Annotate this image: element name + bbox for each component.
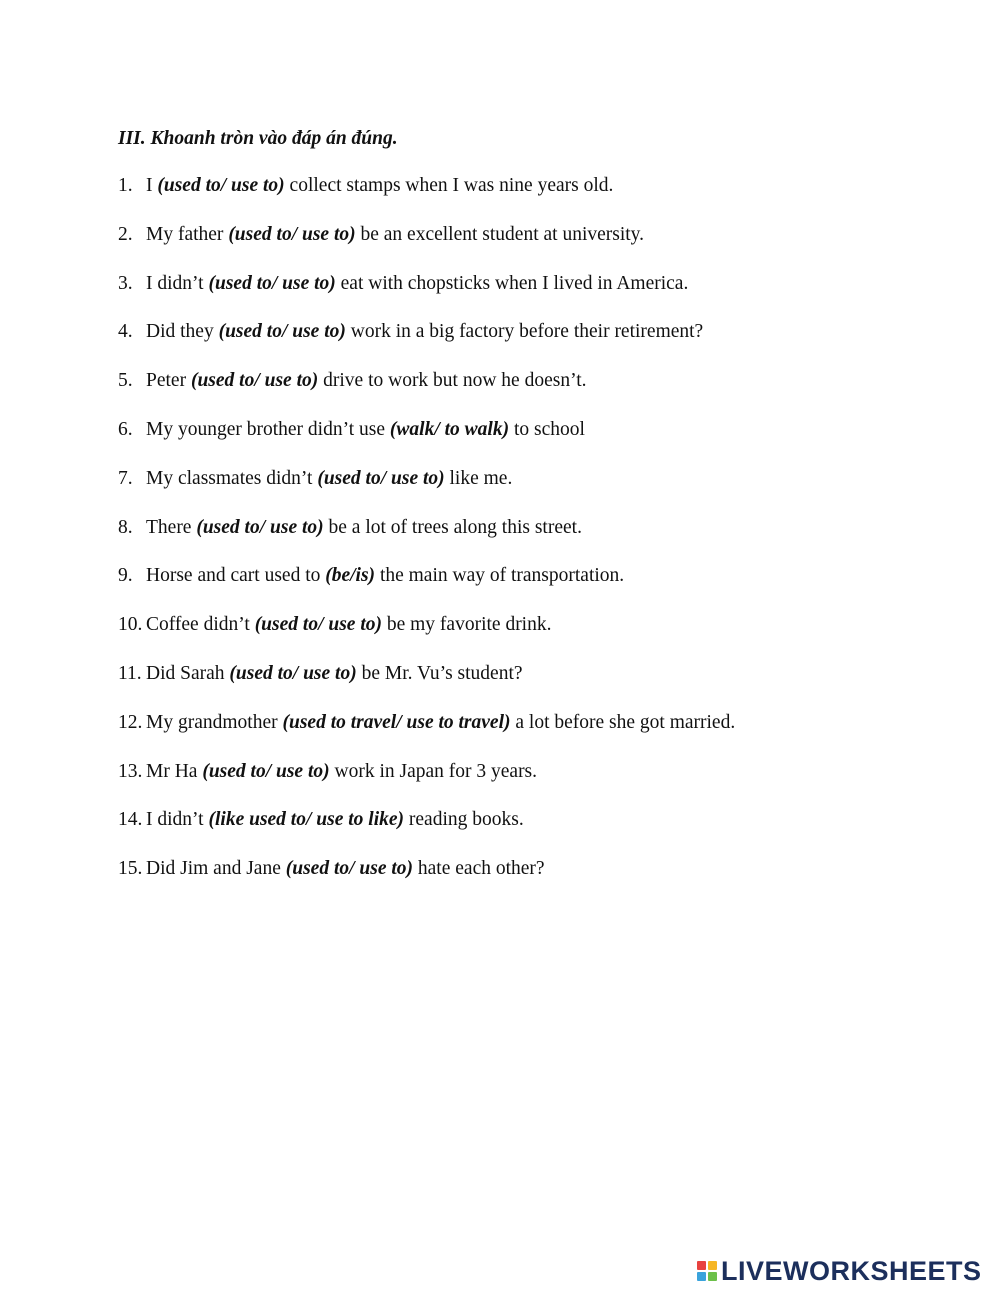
question-item <box>118 611 938 660</box>
answer-options[interactable]: (used to/ use to) <box>157 175 285 196</box>
question-item <box>118 367 938 416</box>
question-number: 3. <box>118 272 133 294</box>
question-number: 10. <box>118 614 143 636</box>
question-item <box>118 758 938 807</box>
answer-options[interactable]: (used to/ use to) <box>254 614 382 636</box>
question-number: 15. <box>118 858 143 880</box>
answer-options[interactable]: (used to/ use to) <box>229 662 357 684</box>
answer-options[interactable]: (used to/ use to) <box>285 858 414 880</box>
question-item <box>118 172 938 221</box>
question-item <box>118 709 938 758</box>
answer-options[interactable]: (used to/ use to) <box>190 370 319 392</box>
answer-options[interactable]: (used to/ use to) <box>317 467 445 489</box>
question-text: Mr Ha (used to/ use to) work in Japan for 3 years. <box>146 760 538 782</box>
question-text: Did Sarah (used to/ use to) be Mr. Vu’s student? <box>146 662 523 684</box>
question-text: There (used to/ use to) be a lot of trees along this street. <box>146 516 582 538</box>
question-item <box>118 318 938 367</box>
question-text: I didn’t (used to/ use to) eat with chopsticks when I lived in America. <box>146 272 689 294</box>
question-item <box>118 806 938 855</box>
question-text: Peter (used to/ use to) drive to work but now he doesn’t. <box>146 370 587 392</box>
question-number: 5. <box>118 370 133 392</box>
question-text: My younger brother didn’t use (walk/ to walk) to school <box>146 418 585 440</box>
question-text: I (used to/ use to) collect stamps when I was nine years old. <box>146 175 614 196</box>
question-item <box>118 855 938 904</box>
question-text: My father (used to/ use to) be an excellent student at university. <box>146 223 645 245</box>
question-number: 9. <box>118 565 133 587</box>
question-number: 4. <box>118 321 133 343</box>
question-number: 13. <box>118 760 143 782</box>
question-item <box>118 270 938 319</box>
answer-options[interactable]: (walk/ to walk) <box>389 418 510 440</box>
section-heading: III. Khoanh tròn vào đáp án đúng. <box>118 128 398 149</box>
question-number: 1. <box>118 175 133 196</box>
answer-options[interactable]: (used to/ use to) <box>228 223 356 245</box>
logo-block-red <box>697 1261 706 1270</box>
question-number: 11. <box>118 662 142 684</box>
liveworksheets-logo-icon <box>697 1261 717 1281</box>
answer-options[interactable]: (used to/ use to) <box>202 760 330 782</box>
question-text: Did they (used to/ use to) work in a big factory before their retirement? <box>146 321 704 343</box>
question-item <box>118 221 938 270</box>
question-text: My classmates didn’t (used to/ use to) like me. <box>146 467 513 489</box>
logo-block-yellow <box>708 1261 717 1270</box>
question-item <box>118 416 938 465</box>
logo-block-green <box>708 1272 717 1281</box>
answer-options[interactable]: (used to/ use to) <box>208 272 336 294</box>
logo-block-blue <box>697 1272 706 1281</box>
question-number: 7. <box>118 467 133 489</box>
question-item <box>118 514 938 563</box>
answer-options[interactable]: (used to/ use to) <box>196 516 324 538</box>
question-number: 2. <box>118 223 133 245</box>
question-item <box>118 465 938 514</box>
question-text: Coffee didn’t (used to/ use to) be my favorite drink. <box>146 614 552 636</box>
answer-options[interactable]: (used to travel/ use to travel) <box>282 711 511 733</box>
answer-options[interactable]: (like used to/ use to like) <box>208 809 405 831</box>
question-list <box>118 172 938 904</box>
answer-options[interactable]: (be/is) <box>325 565 376 587</box>
answer-options[interactable]: (used to/ use to) <box>218 321 346 343</box>
liveworksheets-logo <box>697 1255 982 1287</box>
logo-text: LIVEWORKSHEETS <box>721 1255 982 1286</box>
question-text: Horse and cart used to (be/is) the main way of transportation. <box>146 565 625 587</box>
question-item <box>118 562 938 611</box>
question-text: Did Jim and Jane (used to/ use to) hate each other? <box>146 858 545 880</box>
question-text: My grandmother (used to travel/ use to travel) a lot before she got married. <box>146 711 736 733</box>
question-number: 8. <box>118 516 133 538</box>
question-number: 14. <box>118 809 143 831</box>
question-text: I didn’t (like used to/ use to like) reading books. <box>146 809 524 831</box>
question-item <box>118 660 938 709</box>
question-number: 6. <box>118 418 133 440</box>
question-number: 12. <box>118 711 143 733</box>
